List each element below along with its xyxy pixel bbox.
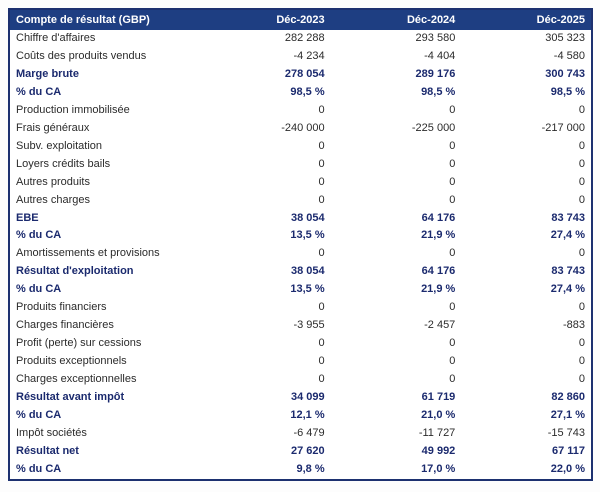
row-label: Frais généraux (16, 121, 90, 134)
table-row (9, 353, 592, 371)
table-row (9, 281, 592, 299)
value-cell: 0 (318, 301, 325, 314)
table-row (9, 443, 592, 461)
table-row (9, 30, 592, 48)
value-cell: 98,5 % (421, 85, 456, 98)
row-label: Amortissements et provisions (16, 247, 160, 260)
row-label: Résultat net (16, 444, 79, 457)
table-row (9, 102, 592, 120)
row-label: % du CA (16, 462, 62, 475)
value-cell: -217 000 (541, 121, 585, 134)
value-cell: 0 (449, 247, 456, 260)
header-col-dec-2024: Déc-2024 (331, 9, 462, 30)
value-cell: 67 117 (551, 444, 585, 457)
value-cell: -4 234 (293, 49, 325, 62)
table-body (9, 30, 592, 480)
value-cell: 0 (318, 355, 325, 368)
value-cell: 0 (578, 355, 585, 368)
value-cell: 0 (578, 247, 585, 260)
value-cell: 0 (318, 193, 325, 206)
value-cell: 0 (578, 337, 585, 350)
value-cell: 21,9 % (421, 283, 456, 296)
value-cell: 64 176 (421, 211, 456, 224)
value-cell: 82 860 (551, 391, 585, 404)
row-label: Chiffre d'affaires (16, 32, 96, 44)
header-col-dec-2025: Déc-2025 (461, 9, 592, 30)
value-cell: 0 (318, 247, 325, 260)
value-cell: 305 323 (545, 32, 585, 44)
value-cell: 98,5 % (290, 85, 325, 98)
table-row (9, 335, 592, 353)
value-cell: 0 (449, 157, 456, 170)
table-row (9, 210, 592, 228)
value-cell: 0 (578, 193, 585, 206)
value-cell: 282 288 (284, 32, 325, 44)
table-row (9, 407, 592, 425)
value-cell: 0 (449, 139, 456, 152)
value-cell: 293 580 (415, 32, 456, 44)
value-cell: 61 719 (421, 391, 456, 404)
row-label: Produits exceptionnels (16, 355, 127, 368)
row-label: Coûts des produits vendus (16, 49, 147, 62)
value-cell: 0 (578, 103, 585, 116)
value-cell: 0 (578, 157, 585, 170)
table-header (9, 9, 592, 30)
table-row (9, 192, 592, 210)
row-label: Autres charges (16, 193, 90, 206)
row-label: Produits financiers (16, 301, 107, 314)
value-cell: 22,0 % (550, 462, 585, 475)
value-cell: 21,0 % (421, 409, 456, 422)
table-row (9, 48, 592, 66)
row-label: Impôt sociétés (16, 426, 87, 439)
table-row (9, 425, 592, 443)
row-label: Résultat avant impôt (16, 391, 125, 404)
row-label: Autres produits (16, 175, 90, 188)
table-row (9, 84, 592, 102)
value-cell: 0 (318, 157, 325, 170)
value-cell: 0 (578, 139, 585, 152)
row-label: Marge brute (16, 67, 79, 80)
value-cell: 0 (449, 373, 456, 386)
value-cell: 34 099 (290, 391, 325, 404)
row-label: Profit (perte) sur cessions (16, 337, 142, 350)
table-row (9, 174, 592, 192)
value-cell: 0 (449, 337, 456, 350)
value-cell: 83 743 (551, 211, 585, 224)
value-cell: -4 580 (553, 49, 585, 62)
value-cell: 9,8 % (296, 462, 325, 475)
value-cell: 38 054 (290, 211, 325, 224)
row-label: Charges financières (16, 319, 114, 332)
value-cell: 0 (318, 337, 325, 350)
value-cell: -6 479 (293, 426, 325, 439)
row-label: Loyers crédits bails (16, 157, 111, 170)
value-cell: -883 (562, 319, 585, 332)
value-cell: 0 (578, 175, 585, 188)
value-cell: -2 457 (424, 319, 456, 332)
value-cell: 0 (318, 139, 325, 152)
row-label: % du CA (16, 283, 62, 296)
value-cell: 83 743 (551, 265, 585, 278)
row-label: % du CA (16, 229, 62, 242)
value-cell: -11 727 (418, 426, 456, 439)
value-cell: 98,5 % (550, 85, 585, 98)
value-cell: 27,4 % (550, 229, 585, 242)
value-cell: -4 404 (424, 49, 456, 62)
value-cell: 64 176 (421, 265, 456, 278)
table-row (9, 156, 592, 174)
header-row (9, 9, 592, 30)
value-cell: 300 743 (545, 67, 585, 80)
value-cell: 0 (578, 373, 585, 386)
value-cell: 0 (449, 175, 456, 188)
value-cell: 0 (449, 193, 456, 206)
value-cell: 49 992 (421, 444, 456, 457)
table-row (9, 389, 592, 407)
header-title: Compte de résultat (GBP) (9, 9, 200, 30)
header-col-dec-2023: Déc-2023 (200, 9, 331, 30)
value-cell: 0 (449, 355, 456, 368)
value-cell: -3 955 (293, 319, 325, 332)
value-cell: -15 743 (547, 426, 585, 439)
row-label: Charges exceptionnelles (16, 373, 137, 386)
row-label: % du CA (16, 85, 62, 98)
table-row (9, 317, 592, 335)
value-cell: 289 176 (415, 67, 456, 80)
value-cell: -240 000 (281, 121, 325, 134)
value-cell: 12,1 % (290, 409, 325, 422)
value-cell: 0 (318, 175, 325, 188)
income-statement-table (8, 8, 593, 481)
table-row (9, 263, 592, 281)
value-cell: 0 (449, 301, 456, 314)
value-cell: 13,5 % (290, 229, 325, 242)
value-cell: 27 620 (290, 444, 325, 457)
table-row (9, 120, 592, 138)
value-cell: -225 000 (411, 121, 456, 134)
value-cell: 27,4 % (550, 283, 585, 296)
row-label: Résultat d'exploitation (16, 265, 134, 278)
value-cell: 21,9 % (421, 229, 456, 242)
row-label: Production immobilisée (16, 103, 130, 116)
table-row (9, 138, 592, 156)
row-label: EBE (16, 211, 39, 224)
value-cell: 0 (318, 103, 325, 116)
table-row (9, 66, 592, 84)
table-row (9, 299, 592, 317)
row-label: % du CA (16, 409, 62, 422)
row-label: Subv. exploitation (16, 139, 103, 152)
value-cell: 38 054 (290, 265, 325, 278)
value-cell: 27,1 % (550, 409, 585, 422)
value-cell: 17,0 % (421, 462, 456, 475)
table-row (9, 461, 592, 480)
value-cell: 278 054 (284, 67, 325, 80)
value-cell: 13,5 % (290, 283, 325, 296)
table-row (9, 245, 592, 263)
value-cell: 0 (449, 103, 456, 116)
value-cell: 0 (578, 301, 585, 314)
table-row (9, 227, 592, 245)
table-row (9, 371, 592, 389)
value-cell: 0 (318, 373, 325, 386)
